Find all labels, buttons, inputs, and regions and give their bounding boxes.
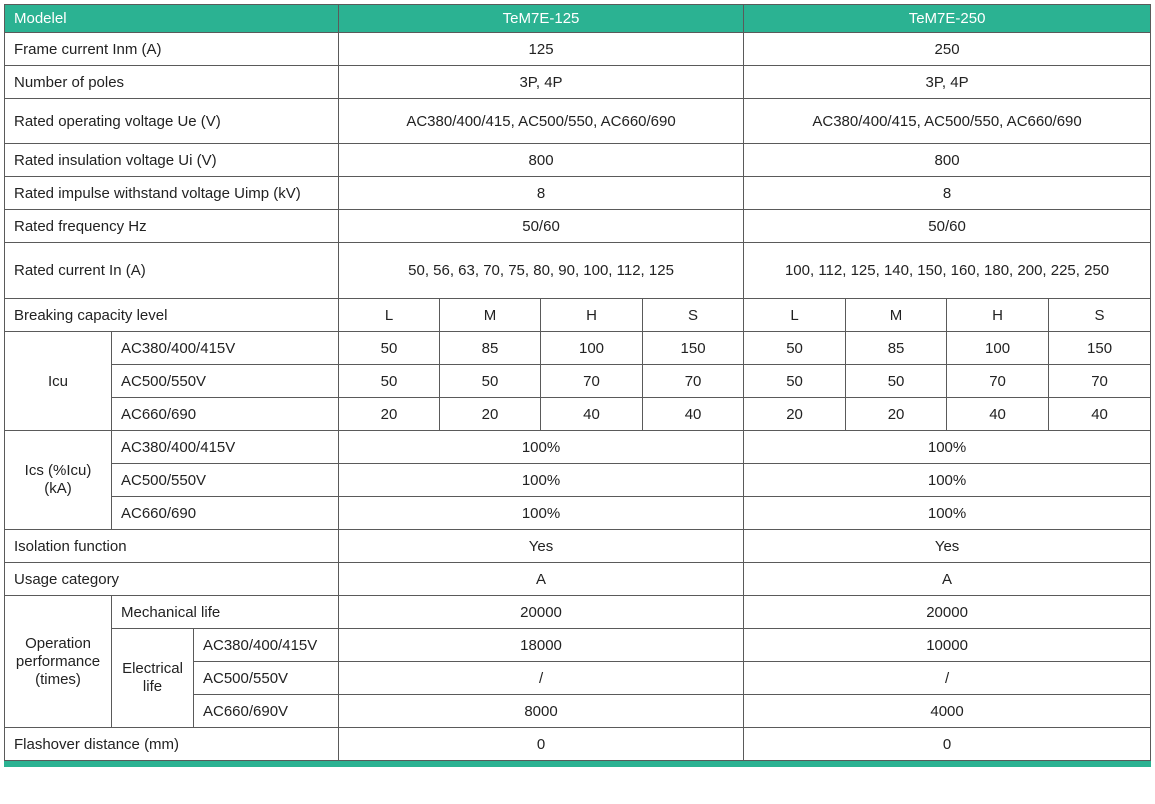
- isolation-row: [5, 530, 1151, 563]
- icu-value: 100: [541, 332, 643, 365]
- value-a: A: [339, 563, 744, 596]
- icu-value: 20: [846, 398, 947, 431]
- value-a: 18000: [339, 629, 744, 662]
- value-b: 10000: [744, 629, 1151, 662]
- header-row: [5, 5, 1151, 33]
- value-b: 0: [744, 728, 1151, 761]
- level-cell: H: [947, 299, 1049, 332]
- value-a: Yes: [339, 530, 744, 563]
- value-b: 100, 112, 125, 140, 150, 160, 180, 200, 225, 250: [744, 243, 1151, 299]
- row-label: Rated impulse withstand voltage Uimp (kV): [5, 177, 339, 210]
- row-label: Frame current Inm (A): [5, 33, 339, 66]
- row-label: Isolation function: [5, 530, 339, 563]
- value-b: 3P, 4P: [744, 66, 1151, 99]
- level-cell: L: [744, 299, 846, 332]
- ics-row: [5, 464, 1151, 497]
- voltage-label: AC660/690: [112, 398, 339, 431]
- value-b: 800: [744, 144, 1151, 177]
- icu-value: 20: [744, 398, 846, 431]
- value-a: 100%: [339, 464, 744, 497]
- icu-value: 40: [643, 398, 744, 431]
- electrical-life-label: Electrical life: [112, 629, 194, 728]
- row-label: Rated operating voltage Ue (V): [5, 99, 339, 144]
- value-b: A: [744, 563, 1151, 596]
- value-b: 20000: [744, 596, 1151, 629]
- value-a: 125: [339, 33, 744, 66]
- icu-value: 40: [1049, 398, 1151, 431]
- spec-table: [4, 4, 1151, 767]
- level-cell: H: [541, 299, 643, 332]
- footer-bar-cell: [5, 761, 1151, 767]
- voltage-label: AC660/690V: [194, 695, 339, 728]
- value-b: 50/60: [744, 210, 1151, 243]
- icu-row: [5, 398, 1151, 431]
- voltage-label: AC380/400/415V: [194, 629, 339, 662]
- row-label: Rated current In (A): [5, 243, 339, 299]
- level-cell: S: [1049, 299, 1151, 332]
- icu-value: 100: [947, 332, 1049, 365]
- voltage-label: AC500/550V: [194, 662, 339, 695]
- impulse-voltage-row: [5, 177, 1151, 210]
- mechanical-life-row: [5, 596, 1151, 629]
- icu-value: 50: [440, 365, 541, 398]
- voltage-label: AC500/550V: [112, 365, 339, 398]
- value-b: 250: [744, 33, 1151, 66]
- value-a: 100%: [339, 431, 744, 464]
- value-a: 50, 56, 63, 70, 75, 80, 90, 100, 112, 125: [339, 243, 744, 299]
- voltage-label: AC380/400/415V: [112, 332, 339, 365]
- icu-value: 150: [643, 332, 744, 365]
- icu-value: 50: [744, 365, 846, 398]
- breaking-level-row: [5, 299, 1151, 332]
- model-a-header: TeM7E-125: [339, 5, 744, 33]
- ics-label: Ics (%Icu) (kA): [5, 431, 112, 530]
- row-label: Rated frequency Hz: [5, 210, 339, 243]
- insulation-voltage-row: [5, 144, 1151, 177]
- model-b-header: TeM7E-250: [744, 5, 1151, 33]
- electrical-life-row: [5, 629, 1151, 662]
- value-a: 8000: [339, 695, 744, 728]
- model-label: Modelel: [5, 5, 339, 33]
- value-a: AC380/400/415, AC500/550, AC660/690: [339, 99, 744, 144]
- operation-label: Operation performance (times): [5, 596, 112, 728]
- voltage-label: AC380/400/415V: [112, 431, 339, 464]
- icu-value: 20: [339, 398, 440, 431]
- voltage-label: AC500/550V: [112, 464, 339, 497]
- frequency-row: [5, 210, 1151, 243]
- row-label: Usage category: [5, 563, 339, 596]
- icu-label: Icu: [5, 332, 112, 431]
- value-b: AC380/400/415, AC500/550, AC660/690: [744, 99, 1151, 144]
- value-a: 8: [339, 177, 744, 210]
- footer-bar: [5, 761, 1151, 767]
- value-b: 4000: [744, 695, 1151, 728]
- value-a: 800: [339, 144, 744, 177]
- value-a: 3P, 4P: [339, 66, 744, 99]
- mechanical-life-label: Mechanical life: [112, 596, 339, 629]
- row-label: Number of poles: [5, 66, 339, 99]
- value-a: 50/60: [339, 210, 744, 243]
- icu-value: 70: [541, 365, 643, 398]
- level-cell: M: [846, 299, 947, 332]
- value-b: 8: [744, 177, 1151, 210]
- icu-row: [5, 332, 1151, 365]
- level-cell: M: [440, 299, 541, 332]
- value-a: 0: [339, 728, 744, 761]
- value-b: 100%: [744, 464, 1151, 497]
- row-label: Rated insulation voltage Ui (V): [5, 144, 339, 177]
- icu-value: 50: [339, 332, 440, 365]
- value-a: 20000: [339, 596, 744, 629]
- icu-value: 50: [846, 365, 947, 398]
- row-label: Breaking capacity level: [5, 299, 339, 332]
- ics-row: [5, 497, 1151, 530]
- poles-row: [5, 66, 1151, 99]
- icu-row: [5, 365, 1151, 398]
- usage-row: [5, 563, 1151, 596]
- operating-voltage-row: [5, 99, 1151, 144]
- value-a: 100%: [339, 497, 744, 530]
- value-b: 100%: [744, 497, 1151, 530]
- icu-value: 70: [947, 365, 1049, 398]
- icu-value: 40: [541, 398, 643, 431]
- value-b: /: [744, 662, 1151, 695]
- level-cell: S: [643, 299, 744, 332]
- icu-value: 85: [440, 332, 541, 365]
- rated-current-row: [5, 243, 1151, 299]
- frame-current-row: [5, 33, 1151, 66]
- value-b: 100%: [744, 431, 1151, 464]
- flashover-row: [5, 728, 1151, 761]
- icu-value: 50: [339, 365, 440, 398]
- icu-value: 40: [947, 398, 1049, 431]
- icu-value: 70: [1049, 365, 1151, 398]
- icu-value: 50: [744, 332, 846, 365]
- level-cell: L: [339, 299, 440, 332]
- voltage-label: AC660/690: [112, 497, 339, 530]
- icu-value: 85: [846, 332, 947, 365]
- row-label: Flashover distance (mm): [5, 728, 339, 761]
- value-a: /: [339, 662, 744, 695]
- icu-value: 150: [1049, 332, 1151, 365]
- icu-value: 70: [643, 365, 744, 398]
- icu-value: 20: [440, 398, 541, 431]
- value-b: Yes: [744, 530, 1151, 563]
- ics-row: [5, 431, 1151, 464]
